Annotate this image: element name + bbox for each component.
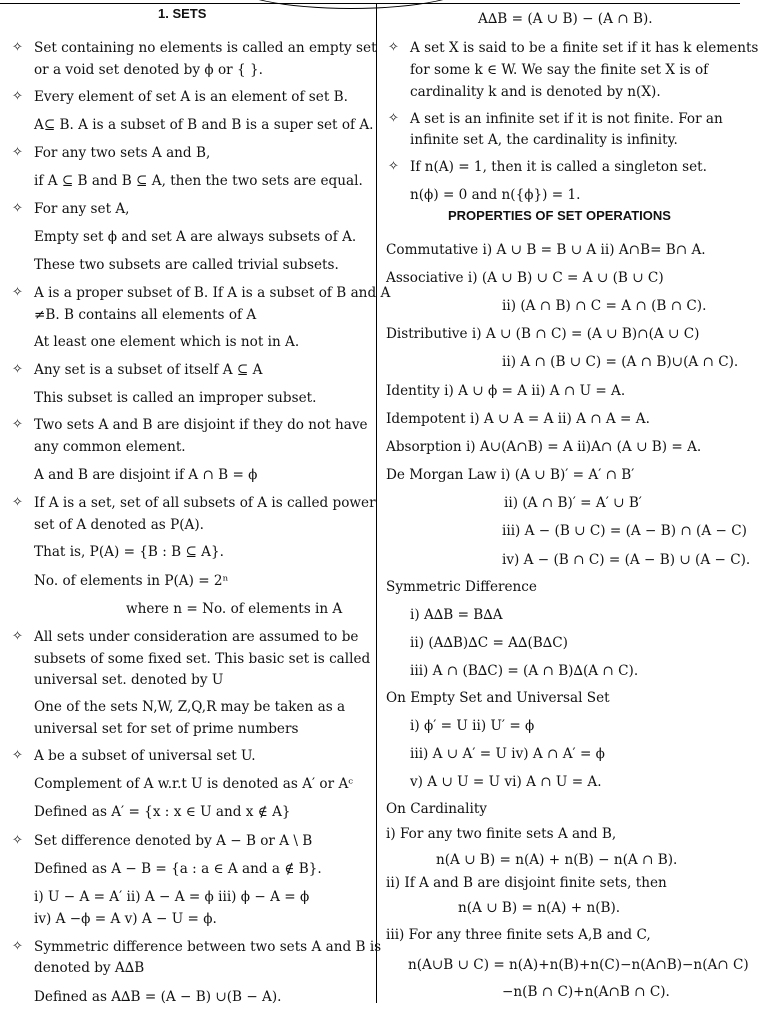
- text-line: Associative i) (A ∪ B) ∪ C = A ∪ (B ∪ C): [386, 270, 664, 286]
- text-line: ii) If A and B are disjoint finite sets, then: [386, 875, 667, 891]
- text-line: A be a subset of universal set U.: [34, 748, 256, 764]
- text-line: ii) (A∆B)∆C = A∆(B∆C): [410, 635, 568, 651]
- text-line: if A ⊆ B and B ⊆ A, then the two sets are equal.: [34, 173, 363, 189]
- text-line: That is, P(A) = {B : B ⊆ A}.: [34, 544, 224, 560]
- text-line: One of the sets N,W, Z,Q,R may be taken as a: [34, 699, 346, 715]
- text-line: At least one element which is not in A.: [34, 334, 300, 350]
- text-line: Symmetric Difference: [386, 579, 537, 595]
- text-line: On Empty Set and Universal Set: [386, 690, 610, 706]
- bullet-icon: ✧: [388, 159, 399, 174]
- text-line: Identity i) A ∪ ϕ = A ii) A ∩ U = A.: [386, 383, 626, 399]
- text-line: Any set is a subset of itself A ⊆ A: [34, 362, 263, 378]
- text-line: subsets of some fixed set. This basic set is called: [34, 651, 371, 667]
- text-line: set of A denoted as P(A).: [34, 517, 204, 533]
- text-line: A⊆ B. A is a subset of B and B is a super set of A.: [34, 117, 374, 133]
- text-line: De Morgan Law i) (A ∪ B)′ = A′ ∩ B′: [386, 467, 635, 483]
- text-line: denoted by A∆B: [34, 960, 145, 976]
- bullet-icon: ✧: [12, 201, 23, 216]
- text-line: If n(A) = 1, then it is called a singleton set.: [410, 159, 707, 175]
- text-line: iv) A −ϕ = A v) A − U = ϕ.: [34, 911, 217, 927]
- text-line: cardinality k and is denoted by n(X).: [410, 84, 661, 100]
- text-line: Commutative i) A ∪ B = B ∪ A ii) A∩B= B∩ A.: [386, 242, 706, 258]
- text-line: Set difference denoted by A − B or A \ B: [34, 833, 313, 849]
- bullet-icon: ✧: [12, 417, 23, 432]
- text-line: For any set A,: [34, 201, 130, 217]
- text-line: for some k ∈ W. We say the finite set X is of: [410, 62, 709, 78]
- text-line: where n = No. of elements in A: [126, 601, 343, 617]
- top-rule: [0, 3, 740, 4]
- bullet-icon: ✧: [388, 111, 399, 126]
- text-line: iv) A − (B ∩ C) = (A − B) ∪ (A − C).: [502, 552, 751, 568]
- text-line: Defined as A′ = {x : x ∈ U and x ∉ A}: [34, 804, 291, 820]
- text-line: iii) For any three finite sets A,B and C,: [386, 927, 651, 943]
- text-line: A and B are disjoint if A ∩ B = ϕ: [34, 467, 258, 483]
- text-line: ≠B. B contains all elements of A: [34, 307, 257, 323]
- text-line: any common element.: [34, 439, 186, 455]
- text-line: ii) A ∩ (B ∪ C) = (A ∩ B)∪(A ∩ C).: [502, 354, 739, 370]
- text-line: A set is an infinite set if it is not finite. For an: [410, 111, 723, 127]
- text-line: Defined as A − B = {a : a ∈ A and a ∉ B}.: [34, 861, 322, 877]
- text-line: v) A ∪ U = U vi) A ∩ U = A.: [410, 774, 602, 790]
- text-line: or a void set denoted by ϕ or { }.: [34, 62, 263, 78]
- text-line: n(A ∪ B) = n(A) + n(B).: [458, 900, 621, 916]
- text-line: i) ϕ′ = U ii) U′ = ϕ: [410, 718, 535, 734]
- text-line: i) For any two finite sets A and B,: [386, 826, 617, 842]
- text-line: Symmetric difference between two sets A and B is: [34, 939, 382, 955]
- text-line: No. of elements in P(A) = 2ⁿ: [34, 573, 229, 589]
- text-line: iii) A − (B ∪ C) = (A − B) ∩ (A − C): [502, 523, 747, 539]
- text-line: n(ϕ) = 0 and n({ϕ}) = 1.: [410, 187, 581, 203]
- column-divider: [376, 3, 377, 1003]
- text-line: iii) A ∩ (B∆C) = (A ∩ B)∆(A ∩ C).: [410, 663, 639, 679]
- text-line: Two sets A and B are disjoint if they do not have: [34, 417, 368, 433]
- text-line: This subset is called an improper subset.: [34, 390, 317, 406]
- text-line: If A is a set, set of all subsets of A is called power: [34, 495, 376, 511]
- text-line: n(A ∪ B) = n(A) + n(B) − n(A ∩ B).: [436, 852, 678, 868]
- section-title: 1. SETS: [158, 6, 207, 21]
- text-line: −n(B ∩ C)+n(A∩B ∩ C).: [502, 984, 670, 1000]
- text-line: universal set. denoted by U: [34, 672, 224, 688]
- text-line: Set containing no elements is called an empty set: [34, 40, 377, 56]
- text-line: On Cardinality: [386, 801, 487, 817]
- text-line: Complement of A w.r.t U is denoted as A′ or Aᶜ: [34, 776, 353, 792]
- text-line: Distributive i) A ∪ (B ∩ C) = (A ∪ B)∩(A ∪ C): [386, 326, 700, 342]
- text-line: For any two sets A and B,: [34, 145, 211, 161]
- bullet-icon: ✧: [388, 40, 399, 55]
- text-line: Idempotent i) A ∪ A = A ii) A ∩ A = A.: [386, 411, 650, 427]
- text-line: universal set for set of prime numbers: [34, 721, 299, 737]
- text-line: i) A∆B = B∆A: [410, 607, 503, 623]
- bullet-icon: ✧: [12, 285, 23, 300]
- text-line: Absorption i) A∪(A∩B) = A ii)A∩ (A ∪ B) = A.: [386, 439, 702, 455]
- bullet-icon: ✧: [12, 40, 23, 55]
- text-line: A∆B = (A ∪ B) − (A ∩ B).: [478, 11, 653, 27]
- properties-heading: PROPERTIES OF SET OPERATIONS: [448, 208, 671, 223]
- text-line: A is a proper subset of B. If A is a subset of B and A: [34, 285, 391, 301]
- text-line: Empty set ϕ and set A are always subsets of A.: [34, 229, 357, 245]
- text-line: ii) (A ∩ B)′ = A′ ∪ B′: [504, 495, 642, 511]
- bullet-icon: ✧: [12, 833, 23, 848]
- bullet-icon: ✧: [12, 362, 23, 377]
- text-line: These two subsets are called trivial subsets.: [34, 257, 339, 273]
- text-line: ii) (A ∩ B) ∩ C = A ∩ (B ∩ C).: [502, 298, 707, 314]
- text-line: A set X is said to be a finite set if it has k elements: [410, 40, 759, 56]
- text-line: Every element of set A is an element of set B.: [34, 89, 348, 105]
- top-arc-decoration: [230, 0, 472, 9]
- text-line: Defined as A∆B = (A − B) ∪(B − A).: [34, 989, 282, 1005]
- bullet-icon: ✧: [12, 629, 23, 644]
- text-line: iii) A ∪ A′ = U iv) A ∩ A′ = ϕ: [410, 746, 605, 762]
- bullet-icon: ✧: [12, 89, 23, 104]
- bullet-icon: ✧: [12, 495, 23, 510]
- text-line: infinite set A, the cardinality is infinity.: [410, 132, 678, 148]
- bullet-icon: ✧: [12, 145, 23, 160]
- text-line: n(A∪B ∪ C) = n(A)+n(B)+n(C)−n(A∩B)−n(A∩ C): [408, 957, 749, 973]
- bullet-icon: ✧: [12, 939, 23, 954]
- text-line: All sets under consideration are assumed to be: [34, 629, 359, 645]
- bullet-icon: ✧: [12, 748, 23, 763]
- text-line: i) U − A = A′ ii) A − A = ϕ iii) ϕ − A = ϕ: [34, 889, 310, 905]
